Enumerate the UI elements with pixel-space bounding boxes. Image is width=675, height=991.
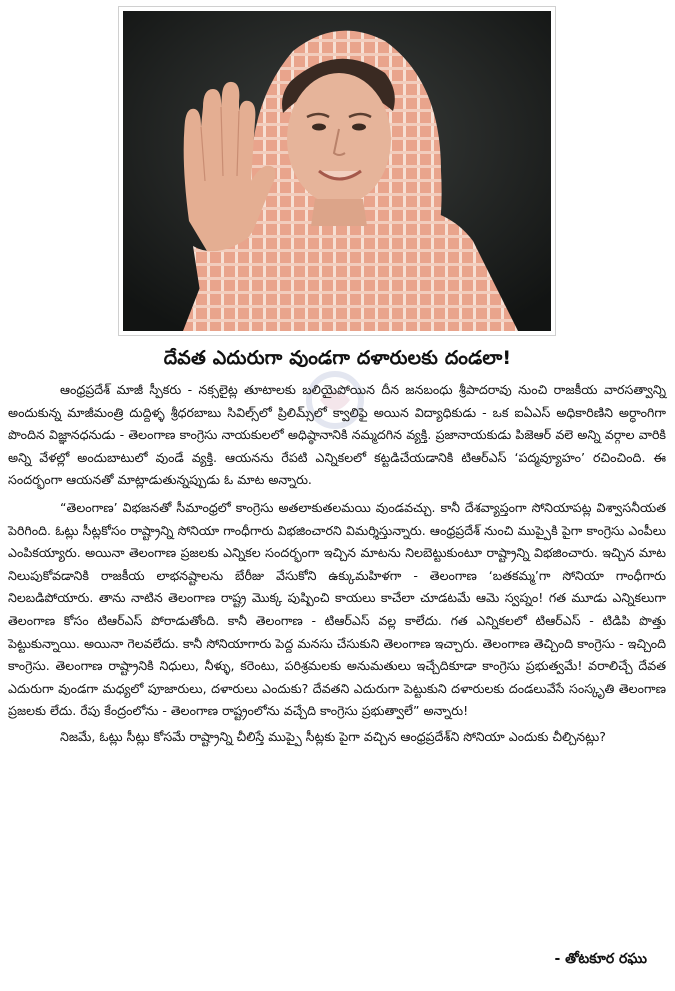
author-byline: - తోటకూర రఘు [554,951,647,967]
article-paragraph: నిజమే, ఓట్లు సీట్లు కోసమే రాష్ట్రాన్ని చీలిస్తే ముప్పై సీట్లకు పైగా వచ్చిన ఆంధ్రప్రదేశ్‌ని సోనియా ఎందుకు చీల్చినట్లు? [60,728,606,744]
portrait-photo [123,11,551,331]
photo-frame [118,6,556,336]
article-paragraph: “తెలంగాణ’ విభజనతో సీమాంధ్రలో కాంగ్రెసు అతలాకుతలమయి వుండవచ్చు. కానీ దేశవ్యాప్తంగా సోనియాపట్ల విశ్వాసనీయత పెరిగింది. ఓట్లు సీట్లకోసం రాష్ట్రాన్ని సోనియా గాంధీగారు విభజించారని విమర్శిస్తున్నారు. ఆంధ్రప్రదేశ్ నుంచి ముప్పైకి పైగా కాంగ్రెసు ఎంపీలు ఎంపికయ్యారు. అయినా తెలంగాణ ప్రజలకు ఎన్నికల సందర్భంగా ఇచ్చిన మాటను నిలబెట్టుకుంటూ రాష్ట్రాన్ని విభజించారు. ఇచ్చిన మాట నిలుపుకోవడానికి రాజకీయ లాభనష్టాలను బేరీజు వేసుకోని ఉక్కుమహిళగా - తెలంగాణ ‘బతకమ్మ’గా సోనియా గాంధీగారు నిలబడిపోయారు. తాను నాటిన తెలంగాణ రాష్ట్ర మొక్క పుష్పించి కాయలు కాచేలా చూడటమే ఆమె స్వప్నం! గత మూడు ఎన్నికలుగా తెలంగాణ కోసం టిఆర్ఎస్ పోరాడుతోంది. కానీ తెలంగాణ - టిఆర్ఎస్ వల్ల కాలేదు. గత ఎన్నికలలో టిఆర్ఎస్ - టిడిపి పొత్తు పెట్టుకున్నాయి. అయినా గెలవలేదు. కానీ సోనియాగారు పెద్ద మనసు చేసుకుని తెలంగాణ ఇచ్చారు. తెలంగాణ తెచ్చింది కాంగ్రెసు - ఇచ్చింది కాంగ్రెసు. తెలంగాణ రాష్ట్రానికి నిధులు, నీళ్ళు, కరెంటు, పరిశ్రమలకు అనుమతులు ఇచ్చేదికూడా కాంగ్రెసు ప్రభుత్వమే! వరాలిచ్చే దేవత ఎదురుగా వుండగా మధ్యలో పూజారులు, దళారులు ఎందుకు? దేవతని ఎదురుగా పెట్టుకుని దళారులకు దండలువేసే సంస్కృతి తెలంగాణ ప్రజలకు లేదు. రేపు కేంద్రంలోను - తెలంగాణ రాష్ట్రంలోను వచ్చేది కాంగ్రెసు ప్రభుత్వాలే” అన్నారు! [8,499,666,719]
article-paragraph: ఆంధ్రప్రదేశ్ మాజీ స్పీకరు - నక్సలైట్ల తూటాలకు బలియైపోయిన దీన జనబంధు శ్రీపాదరావు నుంచి రాజకీయ వారసత్వాన్ని అందుకున్న మాజీమంత్రి దుద్దిళ్ళ శ్రీధరబాబు సివిల్స్‌లో ప్రిలిమ్స్‌లో క్వాలిఫై అయిన విద్యాధికుడు - ఒక ఐఏఎస్ అధికారిణిని అర్ధాంగిగా పొందిన విజ్ఞానధనుడు - తెలంగాణ కాంగ్రెసు నాయకులలో అధిష్ఠానానికి నమ్మదగిన వ్యక్తి. ప్రజానాయకుడు పిజెఆర్ వలె అన్ని వర్గాల వారికి అన్ని వేళల్లో అందుబాటులో వుండే వ్యక్తి. ఆయనను రేపటి ఎన్నికలలో కట్టడిచేయడానికి టిఆర్ఎస్ ‘పద్మవ్యూహం’ రచించింది. ఈ సందర్భంగా ఆయనతో మాట్లాడుతున్నప్పుడు ఓ మాట అన్నారు. [8,382,666,488]
article-body [8,379,666,752]
portrait-illustration [123,11,551,331]
article-headline: దేవత ఎదురుగా వుండగా దళారులకు దండలా! [163,347,512,369]
